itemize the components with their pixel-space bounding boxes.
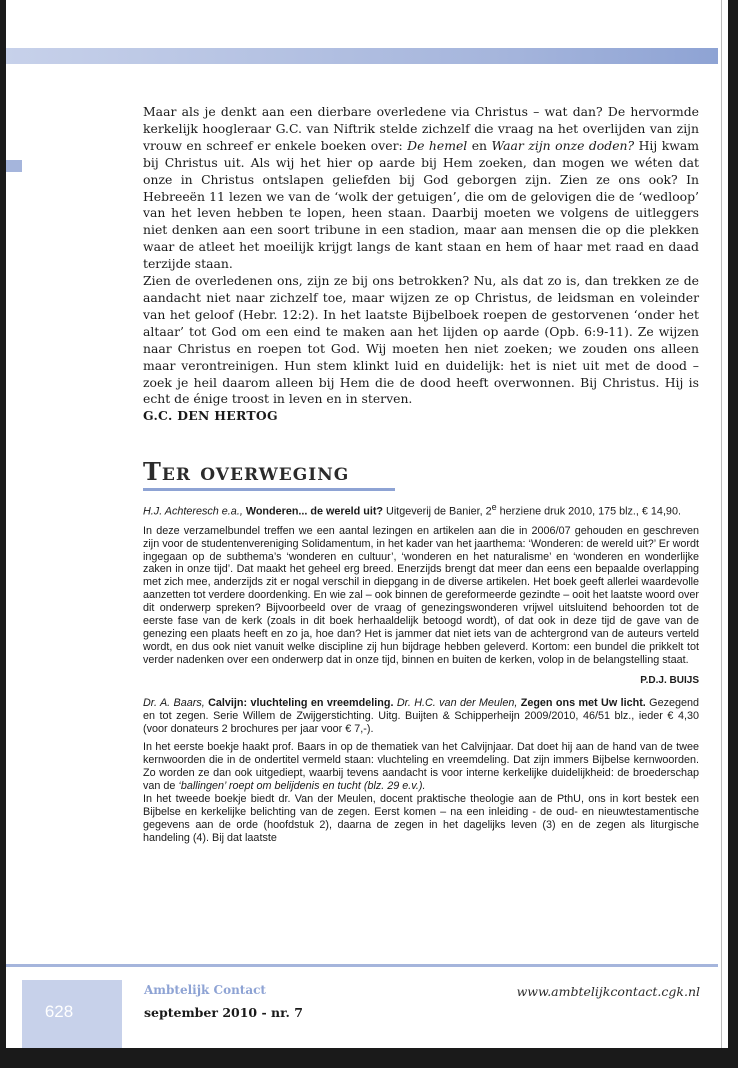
review-1 — [143, 501, 699, 685]
essay-signature: G.C. DEN HERTOG — [143, 408, 278, 424]
review-2-header: Dr. A. Baars, Calvijn: vluchteling en vreemdeling. Dr. H.C. van der Meulen, Zegen ons met Uw licht. Gezegend en tot zegen. Serie Willem de Zwijgerstichting. Uitg. Buijten & Schipperheijn 2009/2010, 46/51 blz., ieder € 4,30 (voor donateurs 2 brochures per jaar voor € 7,-). — [143, 696, 699, 735]
review-2-book-title-1: Calvijn: vluchteling en vreemdeling. — [208, 696, 394, 709]
header-color-band — [6, 48, 718, 64]
review-1-signature: P.D.J. BUIJS — [640, 674, 699, 686]
magazine-page — [6, 0, 728, 1048]
review-2-body — [143, 741, 699, 844]
book-title: De hemel — [407, 137, 468, 153]
issue-label: september 2010 - nr. 7 — [144, 1005, 303, 1020]
margin-marker — [6, 160, 22, 172]
essay-paragraph-2: Zien de overledenen ons, zijn ze bij ons betrokken? Nu, als dat zo is, dan trekken ze de aandacht niet naar zichzelf toe, maar wijzen ze op Christus, de leidsman en voleinder van het geloof (Hebr. 12:2). In het laatste Bijbelboek roepen de gestorvenen ‘onder het altaar’ tot God om een eind te maken aan het lijden op aarde (Opb. 6:9-11). Ze wijzen naar Christus en roepen tot God. Wij moeten hen niet zoeken; we zouden ons alleen maar verontreinigen. Hun stem klinkt luid en duidelijk: het is niet uit met de dood – zoek je heil daarom alleen bij Hem die de dood heeft overwonnen. Bij Christus. Hij is echt de énige troost in leven en in sterven. — [143, 273, 699, 407]
page-number-box — [22, 980, 122, 1048]
review-1-book-title: Wonderen... de wereld uit? — [245, 505, 384, 518]
article-content — [143, 104, 699, 845]
section-title: Ter overweging — [143, 457, 350, 487]
page-edge-rule — [721, 0, 722, 1048]
essay — [143, 104, 699, 425]
review-1-body: In deze verzamelbundel treffen we een aantal lezingen en artikelen aan die in 2006/07 gehouden en geschreven zijn voor de studentenvereniging Solidamentum, in het kader van het jaarthema: ‘Wonderen: de wereld uit?’ Er wordt ingegaan op de subthema’s ‘wonderen en cultuur’, ‘wonderen en het naturalisme’ en ‘wonderen en wonderlijke zaken in onze tijd’. Dat maakt het geheel erg breed. Enerzijds brengt dat meer dan eens een bepaalde overlapping met zich mee, anderzijds zit er nogal verschil in diepgang in de diverse artikelen. Het boek geeft allerlei waardevolle aanzetten tot verdere doordenking. En wie zal – ook binnen de gereformeerde gezindte – ooit het laatste woord over dit onderwerp spreken? Bijvoorbeeld over de vraag of genezingswonderen vrijwel uitsluitend behoorden tot de eerste fase van de kerk (zoals in dit boek herhaaldelijk betoogd wordt), of dat ook in deze tijd de gave van de genezing een plaats heeft en zo ja, hoe dan? Het is jammer dat niet iets van de achtergrond van de auteurs verteld wordt, en dus ook niet vanuit welke discipline zij hun bijdrage hebben geleverd. Kortom: een bundel die prikkelt tot verder nadenken over een onderwerp dat in onze tijd, binnen en buiten de kerken, volop in de belangstelling staat. — [143, 524, 699, 666]
review-1-header: H.J. Achteresch e.a., Wonderen... de wereld uit? Uitgeverij de Banier, 2e herziene druk 2010, 175 blz., € 14,90. — [143, 502, 681, 518]
section-title-underline — [143, 488, 395, 491]
review-2 — [143, 697, 699, 845]
book-title: Waar zijn onze doden? — [491, 137, 635, 153]
page-number: 628 — [44, 1002, 74, 1021]
review-2-paragraph-1: In het eerste boekje haakt prof. Baars in op de thematiek van het Calvijnjaar. Dat doet hij aan de hand van de twee kernwoorden die in de ondertitel vermeld staan: vluchteling en vreemdeling. Dat zijn immers Bijbelse kernwoorden. Zo worden ze dan ook uitgediept, waarbij tevens aandacht is voor interne kerkelijke duidelijkheid: de broederschap van de ‘ballingen’ roept om belijdenis en tucht (blz. 29 e.v.). — [143, 741, 699, 793]
essay-paragraph-1: Maar als je denkt aan een dierbare overledene via Christus – wat dan? De hervormde kerkelijk hoogleraar G.C. van Niftrik stelde zichzelf die vraag na het overlijden van zijn vrouw en schreef er enkele boeken over: De hemel en Waar zijn onze doden? Hij kwam bij Christus uit. Als wij het hier op aarde bij Hem zoeken, dan mogen we wéten dat onze in Christus ontslapen geliefden bij God geborgen zijn. Zien ze ons ook? In Hebreeën 11 lezen we van de ‘wolk der getuigen’, die om de gelovigen die de ‘wedloop’ van het leven hebben te lopen, heen staan. Daarbij moeten we volgens de uitleggers niet denken aan een soort tribune in een stadion, maar aan mensen die op die plekken waar de atleet het moeilijk krijgt langs de kant staan en hem of haar met raad en daad terzijde staan. — [143, 104, 699, 272]
magazine-name: Ambtelijk Contact — [144, 983, 266, 997]
footer-rule — [6, 964, 718, 967]
review-2-book-title-2: Zegen ons met Uw licht. — [520, 696, 646, 709]
website-url: www.ambtelijkcontact.cgk.nl — [516, 984, 700, 999]
review-2-paragraph-2: In het tweede boekje biedt dr. Van der Meulen, docent praktische theologie aan de PthU, ons in kort bestek een Bijbelse en kerkelijke belichting van de zegen. Eerst komen – na een inleiding - de oud- en nieuwtestamentische gegevens aan de orde (hoofdstuk 2), daarna de zegen in het dagelijks leven (3) en de zegen als liturgische handeling (4). Bij dat laatste — [143, 793, 699, 844]
